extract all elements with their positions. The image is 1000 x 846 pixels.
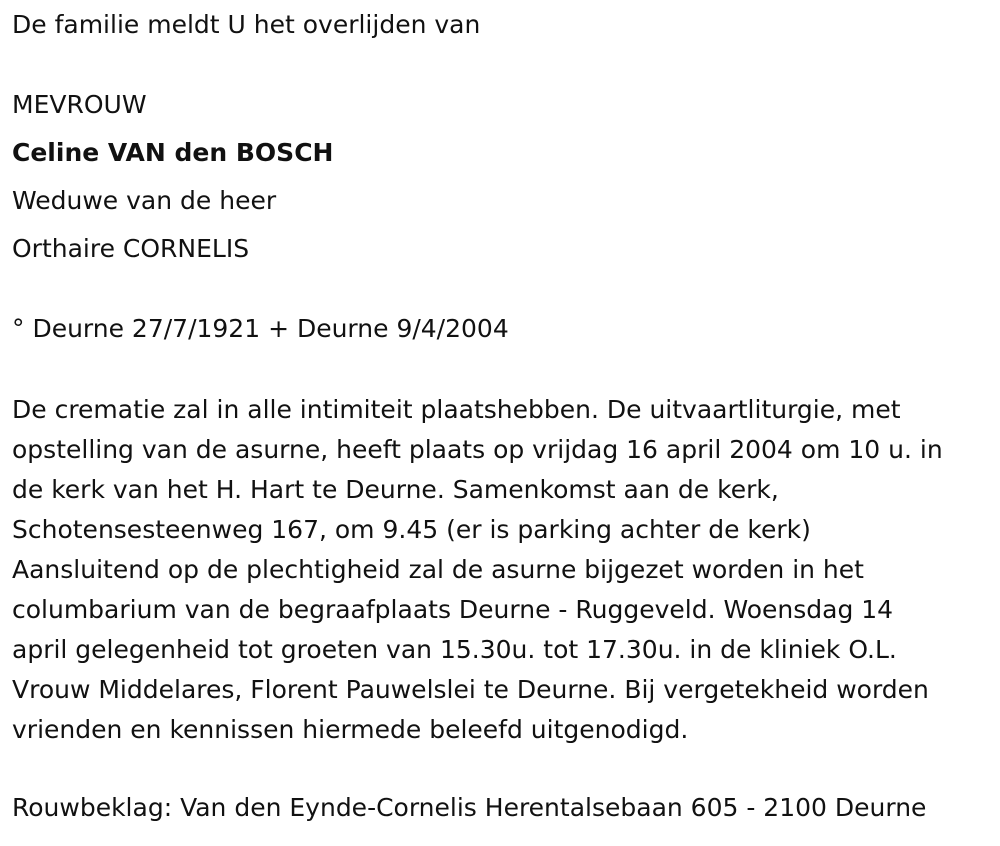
body-line: columbarium van de begraafplaats Deurne - Ruggeveld. Woensdag 14: [12, 595, 894, 624]
honorific: MEVROUW: [12, 90, 147, 119]
deceased-name: Celine VAN den BOSCH: [12, 138, 334, 167]
body-line: vrienden en kennissen hiermede beleefd uitgenodigd.: [12, 715, 689, 744]
relation-line: Weduwe van de heer: [12, 186, 277, 215]
body-line: de kerk van het H. Hart te Deurne. Samenkomst aan de kerk,: [12, 475, 779, 504]
body-line: opstelling van de asurne, heeft plaats op vrijdag 16 april 2004 om 10 u. in: [12, 435, 943, 464]
body-line: april gelegenheid tot groeten van 15.30u. tot 17.30u. in de kliniek O.L.: [12, 635, 897, 664]
dates-line: ° Deurne 27/7/1921 + Deurne 9/4/2004: [12, 314, 509, 343]
intro-text: De familie meldt U het overlijden van: [12, 10, 481, 39]
condolence-address: Rouwbeklag: Van den Eynde-Cornelis Herentalsebaan 605 - 2100 Deurne: [12, 793, 927, 822]
spouse-name: Orthaire CORNELIS: [12, 234, 250, 263]
body-line: De crematie zal in alle intimiteit plaatshebben. De uitvaartliturgie, met: [12, 395, 901, 424]
body-line: Vrouw Middelares, Florent Pauwelslei te Deurne. Bij vergetekheid worden: [12, 675, 929, 704]
body-line: Schotensesteenweg 167, om 9.45 (er is parking achter de kerk): [12, 515, 811, 544]
ceremony-details: [12, 390, 997, 750]
body-line: Aansluitend op de plechtigheid zal de asurne bijgezet worden in het: [12, 555, 864, 584]
